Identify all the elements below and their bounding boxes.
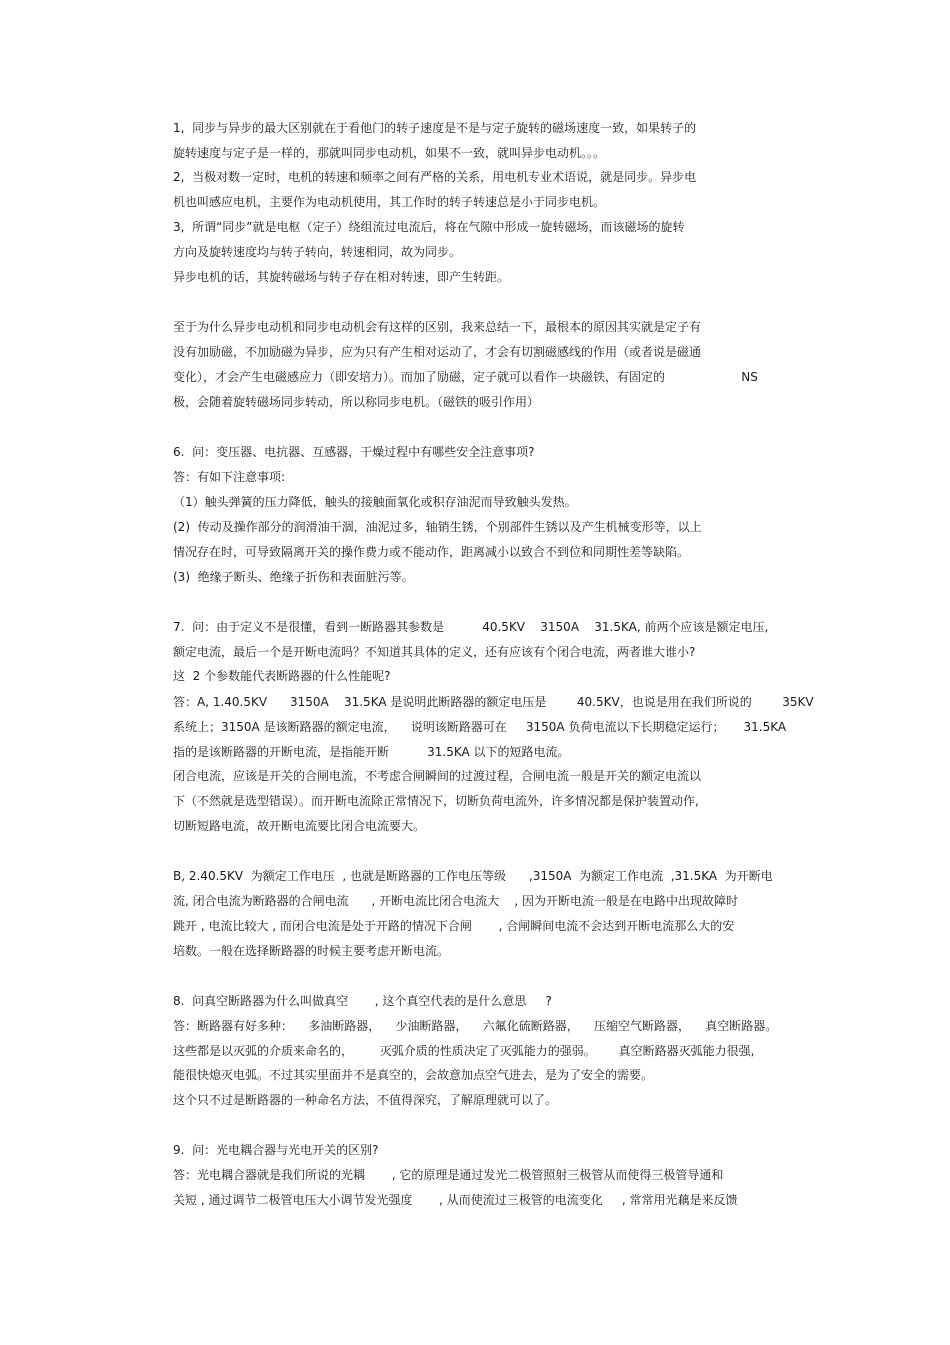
text-line: 没有加励磁，不加励磁为异步，应为只有产生相对运动了，才会有切割磁感线的作用（或者说是磁通 [173, 345, 702, 359]
text-line: 答：光电耦合器就是我们所说的光耦 , 它的原理是通过发光二极管照射三极管从而使得三极管导通和 [173, 1168, 724, 1182]
text-line: 这些都是以灭弧的介质来命名的， 灭弧介质的性质决定了灭弧能力的强弱。 真空断路器灭弧能力很强, [173, 1044, 755, 1058]
text-line: 情况存在时，可导致隔离开关的操作费力或不能动作，距离减小以致合不到位和同期性差等缺陷。 [173, 545, 690, 559]
text-line: 指的是该断路器的开断电流，是指能开断 31.5KA 以下的短路电流。 [173, 745, 570, 759]
text-line: 额定电流，最后一个是开断电流吗？不知道其具体的定义，还有应该有个闭合电流，两者谁大谁小? [173, 645, 696, 659]
text-line: 关短 , 通过调节二极管电压大小调节发光强度 , 从而使流过三极管的电流变化 , 常常用光藕是来反馈 [173, 1193, 738, 1207]
text-line: 能很快熄灭电弧。不过其实里面并不是真空的，会故意加点空气进去，是为了安全的需要。 [173, 1068, 654, 1082]
text-line: 下（不然就是选型错误）。而开断电流除正常情况下，切断负荷电流外，许多情况都是保护装置动作, [173, 794, 699, 808]
text-line: 答：断路器有好多种： 多油断路器， 少油断路器， 六氟化硫断路器， 压缩空气断路器， 真空断路器。 [173, 1019, 778, 1033]
text-line: 这 2 个参数能代表断路器的什么性能呢? [173, 669, 391, 683]
text-line: 3, 所谓“同步”就是电枢（定子）绕组流过电流后，将在气隙中形成一旋转磁场，而该磁场的旋转 [173, 220, 685, 234]
text-line: 极，会随着旋转磁场同步转动，所以称同步电机。（磁铁的吸引作用） [173, 395, 540, 409]
text-line: （1）触头弹簧的压力降低，触头的接触面氧化或积存油泥而导致触头发热。 [173, 495, 577, 509]
text-line: 这个只不过是断路器的一种命名方法，不值得深究，了解原理就可以了。 [173, 1093, 558, 1107]
text-line: 方向及旋转速度均与转子转向，转速相同，故为同步。 [173, 245, 462, 259]
text-line: 异步电机的话，其旋转磁场与转子存在相对转速，即产生转距。 [173, 270, 510, 284]
text-line: 旋转速度与定子是一样的，那就叫同步电动机，如果不一致，就叫异步电动机。。。 [173, 146, 606, 160]
text-line: 跳开 , 电流比较大 , 而闭合电流是处于开路的情况下合闸 , 合闸瞬间电流不会达到开断电流那么大的安 [173, 919, 735, 933]
text-line: 1, 同步与异步的最大区别就在于看他门的转子速度是不是与定子旋转的磁场速度一致，如果转子的 [173, 121, 697, 135]
text-line: 至于为什么异步电动机和同步电动机会有这样的区别，我来总结一下，最根本的原因其实就是定子有 [173, 320, 702, 334]
text-line: 答：A, 1.40.5KV 3150A 31.5KA 是说明此断路器的额定电压是 40.5KV，也说是用在我们所说的 35KV [173, 695, 814, 709]
text-line: 系统上；3150A 是该断路器的额定电流， 说明该断路器可在 3150A 负荷电流以下长期稳定运行； 31.5KA [173, 720, 787, 734]
text-line: 2, 当极对数一定时，电机的转速和频率之间有严格的关系，用电机专业术语说，就是同步。异步电 [173, 170, 697, 184]
text-line: 答：有如下注意事项: [173, 470, 286, 484]
text-line: 培数。一般在选择断路器的时候主要考虑开断电流。 [173, 944, 450, 958]
text-line: 机也叫感应电机，主要作为电动机使用，其工作时的转子转速总是小于同步电机。 [173, 195, 606, 209]
text-line: B, 2.40.5KV 为额定工作电压 , 也就是断路器的工作电压等级 ,3150A 为额定工作电流 ,31.5KA 为开断电 [173, 869, 773, 883]
text-line: 流, 闭合电流为断路器的合闸电流 , 开断电流比闭合电流大 , 因为开断电流一般是在电路中出现故障时 [173, 894, 739, 908]
text-line: (3) 绝缘子断头、绝缘子折伤和表面脏污等。 [173, 570, 414, 584]
text-line: 7. 问：由于定义不是很懂，看到一断路器其参数是 40.5KV 3150A 31.5KA, 前两个应该是额定电压, [173, 620, 769, 634]
text-line: 9. 问：光电耦合器与光电开关的区别? [173, 1143, 379, 1157]
text-line: 8. 问真空断路器为什么叫做真空 , 这个真空代表的是什么意思 ? [173, 994, 552, 1008]
text-line: 变化），才会产生电磁感应力（即安培力）。而加了励磁，定子就可以看作一块磁铁，有固定的 NS [173, 370, 758, 384]
text-line: 6. 问：变压器、电抗器、互感器，干燥过程中有哪些安全注意事项? [173, 445, 535, 459]
text-line: 切断短路电流，故开断电流要比闭合电流要大。 [173, 819, 426, 833]
text-line: (2) 传动及操作部分的润滑油干涸，油泥过多，轴销生锈，个别部件生锈以及产生机械变形等，以上 [173, 520, 702, 534]
text-line: 闭合电流，应该是开关的合闸电流，不考虑合闸瞬间的过渡过程，合闸电流一般是开关的额定电流以 [173, 769, 702, 783]
